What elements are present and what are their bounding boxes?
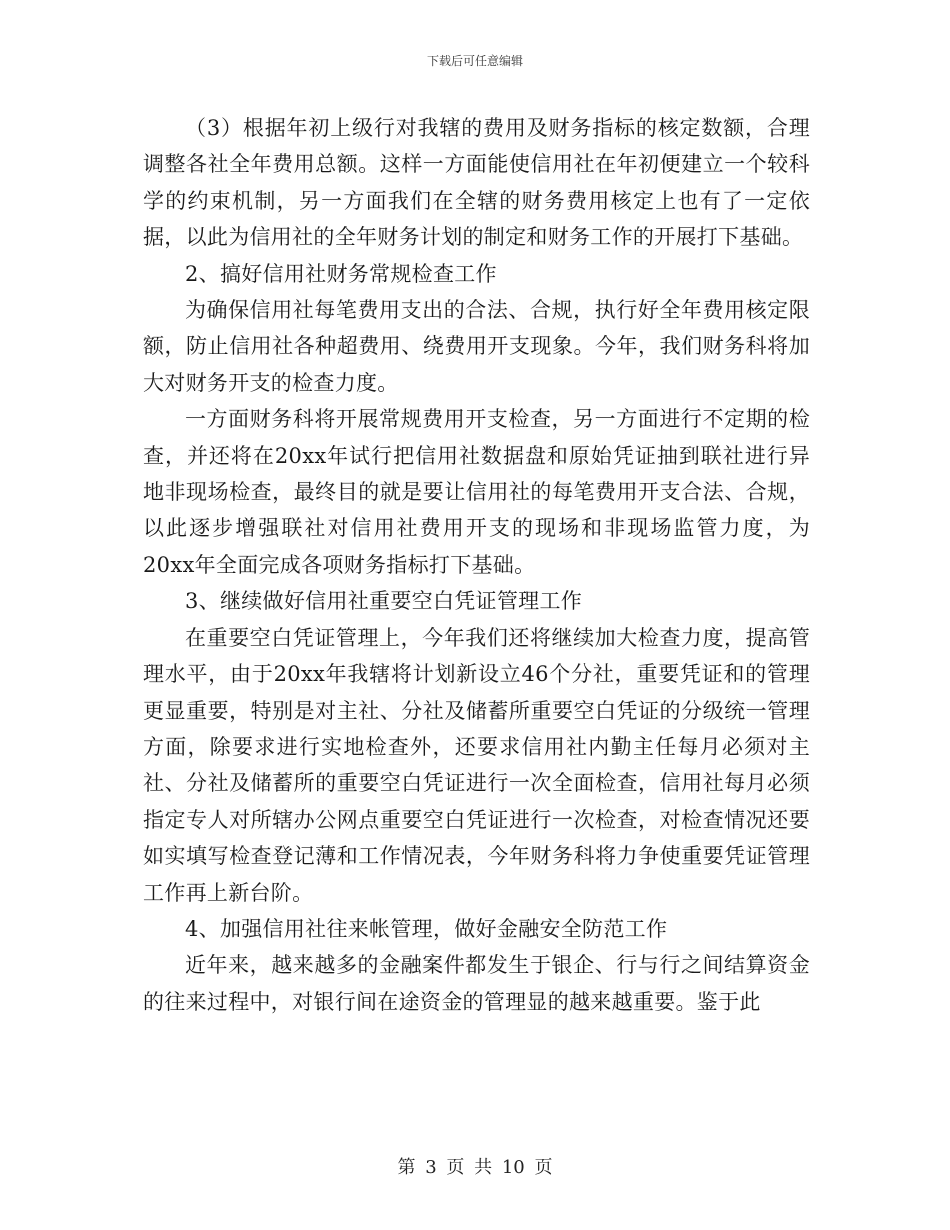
paragraph-financial-security: 近年来，越来越多的金融案件都发生于银企、行与行之间结算资金的往来过程中，对银行间在途资金的管理显的越来越重要。鉴于此 xyxy=(143,953,810,1014)
section-heading-blank-voucher: 3、继续做好信用社重要空白凭证管理工作 xyxy=(185,589,583,614)
document-body xyxy=(143,110,810,1020)
page-header: 下载后可任意编辑 xyxy=(426,54,523,68)
section-heading-routine-inspection: 2、搞好信用社财务常规检查工作 xyxy=(185,261,497,286)
paragraph-compliance-inspection: 为确保信用社每笔费用支出的合法、合规，执行好全年费用核定限额，防止信用社各种超费用、绕费用开支现象。今年，我们财务科将加大对财务开支的检查力度。 xyxy=(143,298,810,395)
section-heading-interbank-accounts: 4、加强信用社往来帐管理，做好金融安全防范工作 xyxy=(185,916,668,941)
paragraph-budget-adjustment: （3）根据年初上级行对我辖的费用及财务指标的核定数额，合理调整各社全年费用总额。这样一方面能使信用社在年初便建立一个较科学的约束机制，另一方面我们在全辖的财务费用核定上也有了一定依据，以此为信用社的全年财务计划的制定和财务工作的开展打下基础。 xyxy=(143,116,810,250)
paragraph-voucher-management: 在重要空白凭证管理上，今年我们还将继续加大检查力度，提高管理水平，由于20xx年我辖将计划新设立46个分社，重要凭证和的管理更显重要，特别是对主社、分社及储蓄所重要空白凭证的分级统一管理方面，除要求进行实地检查外，还要求信用社内勤主任每月必须对主社、分社及储蓄所的重要空白凭证进行一次全面检查，信用社每月必须指定专人对所辖办公网点重要空白凭证进行一次检查，对检查情况还要如实填写检查登记薄和工作情况表，今年财务科将力争使重要凭证管理工作再上新台阶。 xyxy=(143,625,810,905)
page-footer: 第 3 页 共 10 页 xyxy=(397,1157,553,1178)
paragraph-offsite-inspection: 一方面财务科将开展常规费用开支检查，另一方面进行不定期的检查，并还将在20xx年试行把信用社数据盘和原始凭证抽到联社进行异地非现场检查，最终目的就是要让信用社的每笔费用开支合法、合规，以此逐步增强联社对信用社费用开支的现场和非现场监管力度，为20xx年全面完成各项财务指标打下基础。 xyxy=(143,407,810,577)
